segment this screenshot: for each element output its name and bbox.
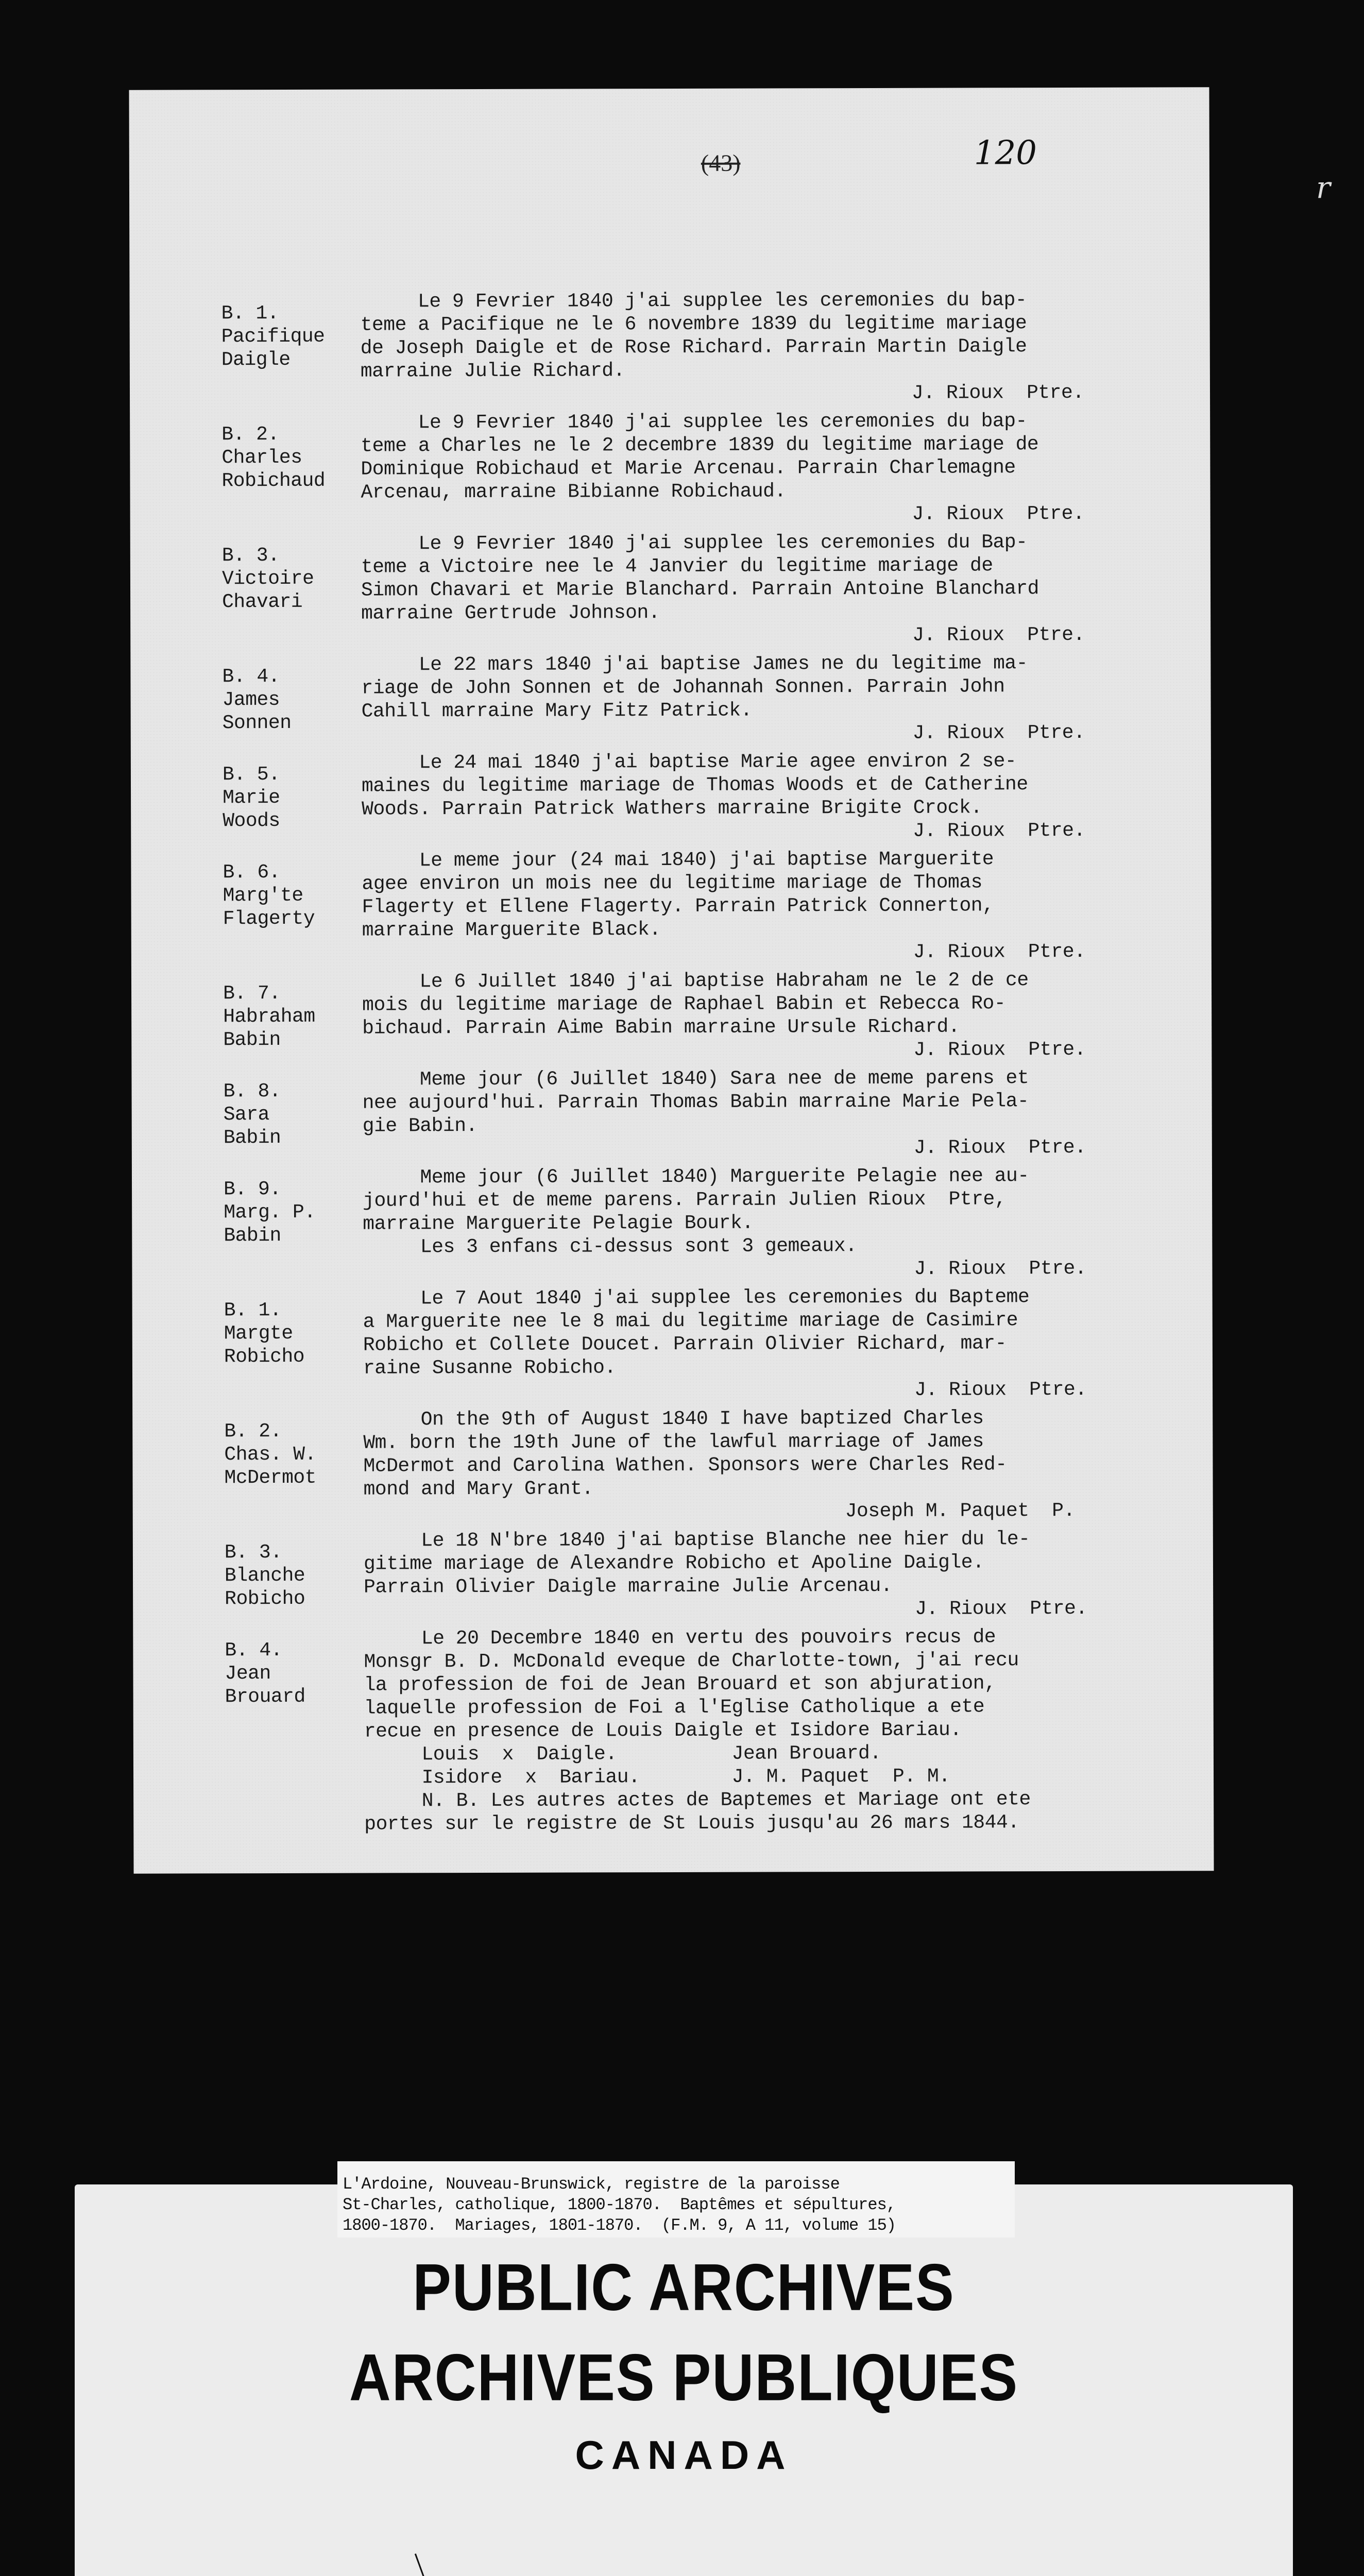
archive-heading-english: PUBLIC ARCHIVES xyxy=(413,2250,955,2325)
register-entry xyxy=(225,1625,1194,1836)
entry-text-line: N. B. Les autres actes de Baptemes et Mariage ont ete xyxy=(364,1788,1031,1812)
register-page xyxy=(129,87,1214,1873)
entry-signature: J. Rioux Ptre. xyxy=(912,721,1085,744)
entry-text-line: teme a Pacifique ne le 6 novembre 1839 du legitime mariage xyxy=(360,312,1027,336)
register-entry xyxy=(223,847,1191,971)
entry-text-line: Monsgr B. D. McDonald eveque de Charlotte-town, j'ai recu xyxy=(364,1649,1019,1673)
register-entry xyxy=(222,651,1190,752)
entry-text-line: Simon Chavari et Marie Blanchard. Parrain Antoine Blanchard xyxy=(361,578,1039,602)
entry-signature: Joseph M. Paquet P. xyxy=(845,1499,1075,1523)
entry-text-line: teme a Charles ne le 2 decembre 1839 du legitime mariage de xyxy=(361,433,1039,457)
entry-signature: J. Rioux Ptre. xyxy=(912,623,1085,647)
entry-signature: J. Rioux Ptre. xyxy=(911,381,1084,404)
entry-text-line: Cahill marraine Mary Fitz Patrick. xyxy=(361,699,753,723)
entry-text-line: marraine Julie Richard. xyxy=(360,360,625,383)
entry-text-line: de Joseph Daigle et de Rose Richard. Parrain Martin Daigle xyxy=(360,335,1027,360)
entry-signature: J. Rioux Ptre. xyxy=(913,940,1086,963)
entry-text-line: Wm. born the 19th June of the lawful marriage of James xyxy=(363,1430,984,1454)
register-entry xyxy=(225,1527,1193,1628)
entry-signature: J. Rioux Ptre. xyxy=(915,1597,1087,1620)
archive-label-line: St-Charles, catholique, 1800-1870. Baptêmes et sépultures, xyxy=(343,2195,896,2214)
entry-text-line: recue en presence de Louis Daigle et Isidore Bariau. xyxy=(364,1719,962,1743)
entry-text-line: Robicho et Collete Doucet. Parrain Olivier Richard, mar- xyxy=(363,1332,1007,1357)
entry-text-line: Le 24 mai 1840 j'ai baptise Marie agee environ 2 se- xyxy=(361,750,1017,774)
entry-body xyxy=(362,847,1191,970)
entry-text-line: Meme jour (6 Juillet 1840) Sara nee de meme parens et xyxy=(362,1067,1029,1091)
entry-text-line: agee environ un mois nee du legitime mariage de Thomas xyxy=(362,871,982,895)
register-entry xyxy=(224,1285,1193,1409)
entry-margin-label: B. 1. Pacifique Daigle xyxy=(221,302,325,371)
entry-text-line: Le 9 Fevrier 1840 j'ai supplee les ceremonies du bap- xyxy=(361,410,1027,434)
entry-text-line: Dominique Robichaud et Marie Arcenau. Parrain Charlemagne xyxy=(361,456,1016,481)
entry-signature: J. Rioux Ptre. xyxy=(914,1257,1087,1280)
register-entry xyxy=(221,288,1190,412)
baptism-entries xyxy=(221,288,1194,1836)
entry-text-line: gie Babin. xyxy=(362,1114,478,1138)
entry-signature: J. Rioux Ptre. xyxy=(912,502,1085,526)
entry-text-line: marraine Marguerite Black. xyxy=(362,919,661,942)
entry-margin-label: B. 8. Sara Babin xyxy=(223,1080,281,1149)
entry-margin-label: B. 3. Victoire Chavari xyxy=(221,544,314,614)
entry-text-line: Le 18 N'bre 1840 j'ai baptise Blanche nee hier du le- xyxy=(363,1528,1030,1552)
entry-text-line: Le 7 Aout 1840 j'ai supplee les ceremonies du Bapteme xyxy=(363,1286,1030,1310)
entry-text-line: Le meme jour (24 mai 1840) j'ai baptise Marguerite xyxy=(362,848,994,872)
entry-body xyxy=(361,651,1190,751)
entry-text-line: marraine Gertrude Johnson. xyxy=(361,602,660,625)
entry-signature: J. Rioux Ptre. xyxy=(913,1136,1086,1159)
register-entry xyxy=(224,1406,1193,1530)
entry-body xyxy=(363,1164,1192,1287)
entry-margin-label: B. 7. Habraham Babin xyxy=(223,982,315,1052)
entry-text-line: Le 9 Fevrier 1840 j'ai supplee les ceremonies du Bap- xyxy=(361,531,1028,555)
entry-margin-label: B. 4. Jean Brouard xyxy=(225,1639,305,1708)
entry-text-line: Le 22 mars 1840 j'ai baptise James ne du legitime ma- xyxy=(361,652,1028,676)
entry-text-line: maines du legitime mariage de Thomas Woods et de Catherine xyxy=(361,773,1028,798)
entry-text-line: a Marguerite nee le 8 mai du legitime mariage de Casimire xyxy=(363,1309,1018,1333)
entry-text-line: la profession de foi de Jean Brouard et son abjuration, xyxy=(364,1672,996,1697)
entry-text-line: Flagerty et Ellene Flagerty. Parrain Patrick Connerton, xyxy=(362,894,994,919)
entry-text-line: Le 9 Fevrier 1840 j'ai supplee les ceremonies du bap- xyxy=(360,289,1027,313)
entry-text-line: Isidore x Bariau. J. M. Paquet P. M. xyxy=(364,1765,950,1789)
entry-text-line: McDermot and Carolina Wathen. Sponsors were Charles Red- xyxy=(363,1453,1007,1478)
archive-label-line: 1800-1870. Mariages, 1801-1870. (F.M. 9, A 11, volume 15) xyxy=(343,2216,896,2235)
entry-margin-label: B. 2. Chas. W. McDermot xyxy=(224,1420,317,1489)
entry-text-line: portes sur le registre de St Louis jusqu'au 26 mars 1844. xyxy=(364,1811,1019,1836)
archive-country: CANADA xyxy=(575,2432,793,2478)
entry-text-line: gitime mariage de Alexandre Robicho et Apoline Daigle. xyxy=(363,1551,984,1575)
entry-margin-label: B. 3. Blanche Robicho xyxy=(224,1541,305,1611)
entry-text-line: Le 20 Decembre 1840 en vertu des pouvoirs recus de xyxy=(364,1626,996,1650)
entry-text-line: Woods. Parrain Patrick Wathers marraine Brigite Crock. xyxy=(362,796,982,821)
entry-signature: J. Rioux Ptre. xyxy=(913,1038,1086,1061)
folio-old-number: (43) xyxy=(701,149,741,176)
register-entry xyxy=(223,968,1191,1069)
entry-text-line: Les 3 enfans ci-dessus sont 3 gemeaux. xyxy=(363,1235,857,1259)
entry-text-line: marraine Marguerite Pelagie Bourk. xyxy=(363,1212,754,1235)
entry-text-line: Arcenau, marraine Bibianne Robichaud. xyxy=(361,480,786,504)
entry-body xyxy=(364,1625,1194,1836)
entry-text-line: Le 6 Juillet 1840 j'ai baptise Habraham ne le 2 de ce xyxy=(362,969,1029,993)
register-entry xyxy=(221,409,1190,533)
archive-heading-french: ARCHIVES PUBLIQUES xyxy=(349,2340,1019,2415)
entry-text-line: Parrain Olivier Daigle marraine Julie Arcenau. xyxy=(364,1574,893,1599)
register-entry xyxy=(222,530,1191,654)
entry-body xyxy=(362,749,1191,849)
entry-body xyxy=(362,1066,1191,1166)
entry-body xyxy=(363,1406,1193,1529)
entry-signature: J. Rioux Ptre. xyxy=(914,1378,1087,1401)
entry-margin-label: B. 2. Charles Robichaud xyxy=(221,423,326,493)
entry-text-line: riage de John Sonnen et de Johannah Sonnen. Parrain John xyxy=(361,675,1005,700)
entry-text-line: Meme jour (6 Juillet 1840) Marguerite Pelagie nee au- xyxy=(362,1165,1029,1189)
entry-signature: J. Rioux Ptre. xyxy=(913,819,1085,842)
register-entry xyxy=(223,749,1191,850)
entry-text-line: nee aujourd'hui. Parrain Thomas Babin marraine Marie Pela- xyxy=(362,1090,1029,1114)
entry-margin-label: B. 5. Marie Woods xyxy=(222,763,280,833)
entry-text-line: laquelle profession de Foi a l'Eglise Catholique a ete xyxy=(364,1696,985,1720)
entry-margin-label: B. 6. Marg'te Flagerty xyxy=(223,861,315,930)
entry-text-line: On the 9th of August 1840 I have baptized Charles xyxy=(363,1407,984,1431)
entry-text-line: mois du legitime mariage de Raphael Babin et Rebecca Ro- xyxy=(362,992,1006,1016)
entry-text-line: raine Susanne Robicho. xyxy=(363,1357,616,1380)
archive-label-line: L'Ardoine, Nouveau-Brunswick, registre de la paroisse xyxy=(343,2175,840,2194)
register-entry xyxy=(224,1164,1192,1287)
entry-margin-label: B. 4. James Sonnen xyxy=(222,665,292,735)
entry-body xyxy=(361,530,1191,653)
entry-margin-label: B. 1. Margte Robicho xyxy=(224,1299,305,1368)
entry-body xyxy=(360,288,1190,411)
entry-body xyxy=(364,1527,1193,1627)
folio-new-number: 120 xyxy=(974,134,1037,173)
archive-label-strip xyxy=(337,2161,1015,2238)
entry-text-line: bichaud. Parrain Aime Babin marraine Ursule Richard. xyxy=(362,1015,960,1040)
entry-text-line: mond and Mary Grant. xyxy=(363,1478,593,1501)
entry-text-line: teme a Victoire nee le 4 Janvier du legitime mariage de xyxy=(361,554,993,579)
margin-mark: r xyxy=(1316,170,1331,205)
entry-body xyxy=(361,409,1190,532)
entry-text-line: jourd'hui et de meme parens. Parrain Julien Rioux Ptre, xyxy=(363,1188,1007,1212)
entry-body xyxy=(362,968,1191,1068)
entry-body xyxy=(363,1285,1193,1408)
entry-margin-label: B. 9. Marg. P. Babin xyxy=(224,1178,316,1247)
entry-text-line: Louis x Daigle. Jean Brouard. xyxy=(364,1742,881,1766)
register-entry xyxy=(223,1066,1191,1166)
